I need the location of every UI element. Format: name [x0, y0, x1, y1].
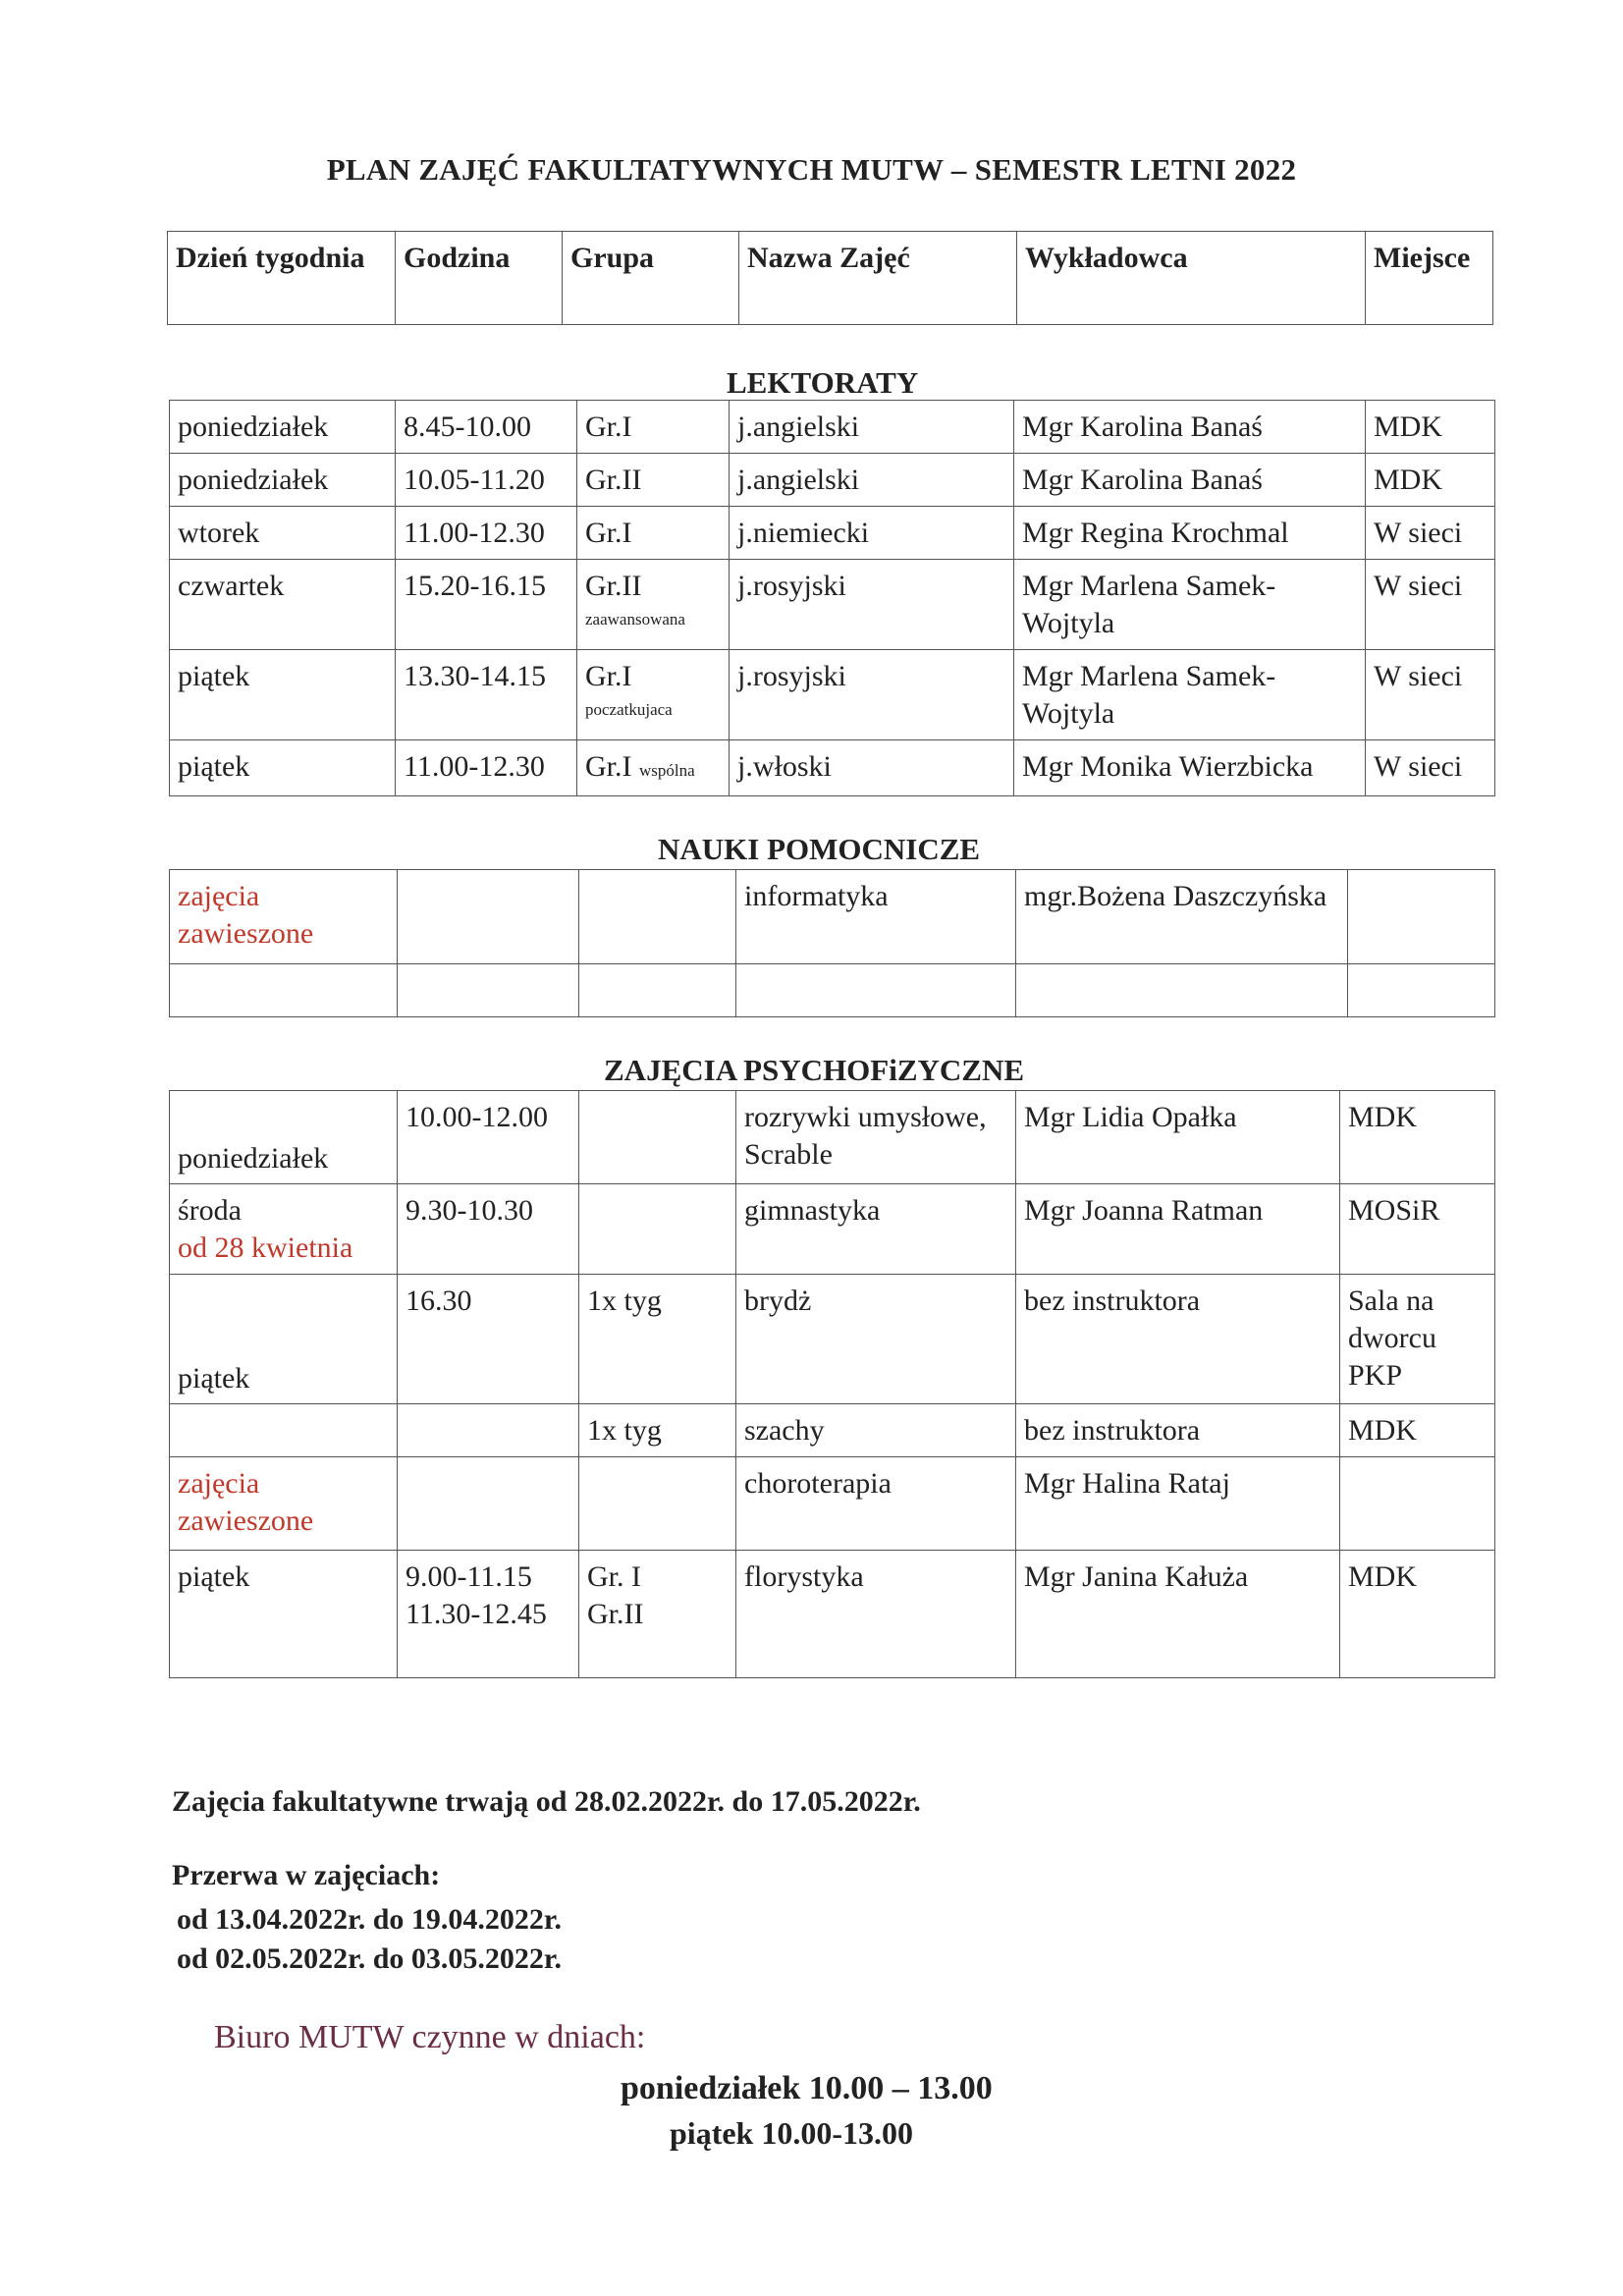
- cell-time: 8.45-10.00: [396, 401, 577, 454]
- empty-cell: [736, 964, 1016, 1017]
- table-row: [170, 650, 1495, 740]
- time-label-2: 11.30-12.45: [406, 1598, 547, 1630]
- table-row: [170, 1184, 1495, 1275]
- group-label-2: Gr.II: [587, 1598, 644, 1630]
- group-note: zaawansowana: [585, 610, 685, 629]
- cell-place: [1340, 1457, 1495, 1551]
- group-label: Gr.II: [585, 570, 642, 602]
- cell-place: W sieci: [1366, 740, 1495, 796]
- cell-time: 9.30-10.30: [398, 1184, 579, 1275]
- table-row: [170, 507, 1495, 560]
- cell-time: [398, 1551, 579, 1678]
- break-period-1: od 13.04.2022r. do 19.04.2022r.: [177, 1903, 562, 1936]
- cell-teacher: Mgr Joanna Ratman: [1016, 1184, 1340, 1275]
- cell-place: MDK: [1340, 1404, 1495, 1457]
- cell-name: szachy: [736, 1404, 1016, 1457]
- cell-name: j.niemiecki: [730, 507, 1014, 560]
- cell-time: 10.00-12.00: [398, 1091, 579, 1184]
- cell-teacher: Mgr Janina Kałuża: [1016, 1551, 1340, 1678]
- cell-place: Sala na dworcu PKP: [1340, 1275, 1495, 1404]
- office-title: Biuro MUTW czynne w dniach:: [214, 2019, 646, 2055]
- table-row: [170, 1091, 1495, 1184]
- cell-place: W sieci: [1366, 507, 1495, 560]
- cell-teacher: Mgr Karolina Banaś: [1014, 401, 1366, 454]
- cell-day: piątek: [170, 650, 396, 740]
- header-teacher: Wykładowca: [1017, 232, 1366, 325]
- table-row: [170, 1404, 1495, 1457]
- cell-teacher: mgr.Bożena Daszczyńska: [1016, 870, 1348, 964]
- cell-name: choroterapia: [736, 1457, 1016, 1551]
- cell-group: [577, 650, 730, 740]
- group-label: Gr.I: [585, 660, 632, 692]
- cell-teacher: bez instruktora: [1016, 1404, 1340, 1457]
- cell-group: [579, 1457, 736, 1551]
- cell-place: MDK: [1366, 454, 1495, 507]
- cell-teacher: Mgr Monika Wierzbicka: [1014, 740, 1366, 796]
- header-name: Nazwa Zajęć: [739, 232, 1017, 325]
- cell-group: 1x tyg: [579, 1275, 736, 1404]
- office-hours-friday: piątek 10.00-13.00: [670, 2115, 913, 2151]
- group-label: Gr.I: [585, 750, 632, 783]
- cell-place: MOSiR: [1340, 1184, 1495, 1275]
- cell-place: [1348, 870, 1495, 964]
- section-nauki: NAUKI POMOCNICZE: [658, 832, 981, 866]
- cell-place: MDK: [1340, 1091, 1495, 1184]
- psycho-table: [169, 1090, 1495, 1678]
- cell-time: [398, 1404, 579, 1457]
- cell-group: Gr.I: [577, 401, 730, 454]
- cell-time: 10.05-11.20: [396, 454, 577, 507]
- cell-name: j.angielski: [730, 454, 1014, 507]
- cell-name: j.rosyjski: [730, 650, 1014, 740]
- cell-group: 1x tyg: [579, 1404, 736, 1457]
- cell-day: czwartek: [170, 560, 396, 650]
- day-label: środa: [178, 1194, 242, 1227]
- cell-group: [579, 870, 736, 964]
- break-title: Przerwa w zajęciach:: [172, 1859, 441, 1891]
- cell-name: brydż: [736, 1275, 1016, 1404]
- cell-time: [398, 1457, 579, 1551]
- cell-group: Gr.II: [577, 454, 730, 507]
- cell-day: piątek: [170, 740, 396, 796]
- cell-day: [170, 1184, 398, 1275]
- break-period-2: od 02.05.2022r. do 03.05.2022r.: [177, 1942, 562, 1975]
- cell-time: 11.00-12.30: [396, 740, 577, 796]
- cell-group: [579, 1551, 736, 1678]
- header-table: [167, 231, 1493, 325]
- table-row: [170, 964, 1495, 1017]
- cell-group: Gr.I: [577, 507, 730, 560]
- cell-day: piątek: [170, 1551, 398, 1678]
- header-day: Dzień tygodnia: [168, 232, 396, 325]
- table-row: [170, 560, 1495, 650]
- group-label: Gr. I: [587, 1560, 641, 1593]
- cell-place: MDK: [1366, 401, 1495, 454]
- cell-teacher: Mgr Halina Rataj: [1016, 1457, 1340, 1551]
- table-row: [170, 1457, 1495, 1551]
- cell-place: W sieci: [1366, 650, 1495, 740]
- lektoraty-table: [169, 400, 1495, 796]
- day-sublabel: od 28 kwietnia: [178, 1231, 353, 1264]
- cell-day: poniedziałek: [170, 1091, 398, 1184]
- empty-cell: [398, 964, 579, 1017]
- table-row: [170, 870, 1495, 964]
- table-row: [170, 454, 1495, 507]
- cell-time: 16.30: [398, 1275, 579, 1404]
- page-title: PLAN ZAJĘĆ FAKULTATYWNYCH MUTW – SEMESTR LETNI 2022: [326, 152, 1297, 187]
- cell-name: informatyka: [736, 870, 1016, 964]
- cell-teacher: bez instruktora: [1016, 1275, 1340, 1404]
- cell-place: MDK: [1340, 1551, 1495, 1678]
- group-note: poczatkujaca: [585, 700, 673, 719]
- table-row: [170, 1275, 1495, 1404]
- cell-name: j.rosyjski: [730, 560, 1014, 650]
- cell-time: 15.20-16.15: [396, 560, 577, 650]
- empty-cell: [1348, 964, 1495, 1017]
- cell-teacher: Mgr Karolina Banaś: [1014, 454, 1366, 507]
- cell-teacher: Mgr Lidia Opałka: [1016, 1091, 1340, 1184]
- cell-name: gimnastyka: [736, 1184, 1016, 1275]
- cell-place: W sieci: [1366, 560, 1495, 650]
- empty-cell: [1016, 964, 1348, 1017]
- cell-day: zajęcia zawieszone: [170, 1457, 398, 1551]
- cell-name: j.włoski: [730, 740, 1014, 796]
- group-note: wspólna: [639, 761, 695, 780]
- cell-time: [398, 870, 579, 964]
- cell-day: [170, 1404, 398, 1457]
- duration-note: Zajęcia fakultatywne trwają od 28.02.2022r. do 17.05.2022r.: [172, 1785, 921, 1818]
- office-hours-monday: poniedziałek 10.00 – 13.00: [621, 2070, 993, 2106]
- header-time: Godzina: [396, 232, 563, 325]
- table-row: [170, 740, 1495, 796]
- cell-group: [577, 560, 730, 650]
- cell-group: [577, 740, 730, 796]
- section-psycho: ZAJĘCIA PSYCHOFiZYCZNE: [604, 1053, 1025, 1087]
- cell-teacher: Mgr Marlena Samek-Wojtyla: [1014, 560, 1366, 650]
- empty-cell: [170, 964, 398, 1017]
- cell-teacher: Mgr Regina Krochmal: [1014, 507, 1366, 560]
- cell-group: [579, 1091, 736, 1184]
- cell-name: florystyka: [736, 1551, 1016, 1678]
- empty-cell: [579, 964, 736, 1017]
- header-place: Miejsce: [1366, 232, 1493, 325]
- time-label: 9.00-11.15: [406, 1560, 532, 1593]
- cell-name: rozrywki umysłowe, Scrable: [736, 1091, 1016, 1184]
- table-row: [170, 1551, 1495, 1678]
- table-row: [170, 401, 1495, 454]
- cell-day: poniedziałek: [170, 401, 396, 454]
- cell-day: poniedziałek: [170, 454, 396, 507]
- cell-group: [579, 1184, 736, 1275]
- nauki-table: [169, 869, 1495, 1017]
- cell-name: j.angielski: [730, 401, 1014, 454]
- cell-time: 13.30-14.15: [396, 650, 577, 740]
- cell-day: wtorek: [170, 507, 396, 560]
- section-lektoraty: LEKTORATY: [727, 365, 919, 400]
- header-group: Grupa: [563, 232, 739, 325]
- cell-time: 11.00-12.30: [396, 507, 577, 560]
- cell-teacher: Mgr Marlena Samek-Wojtyla: [1014, 650, 1366, 740]
- cell-day: piątek: [170, 1275, 398, 1404]
- cell-day: zajęcia zawieszone: [170, 870, 398, 964]
